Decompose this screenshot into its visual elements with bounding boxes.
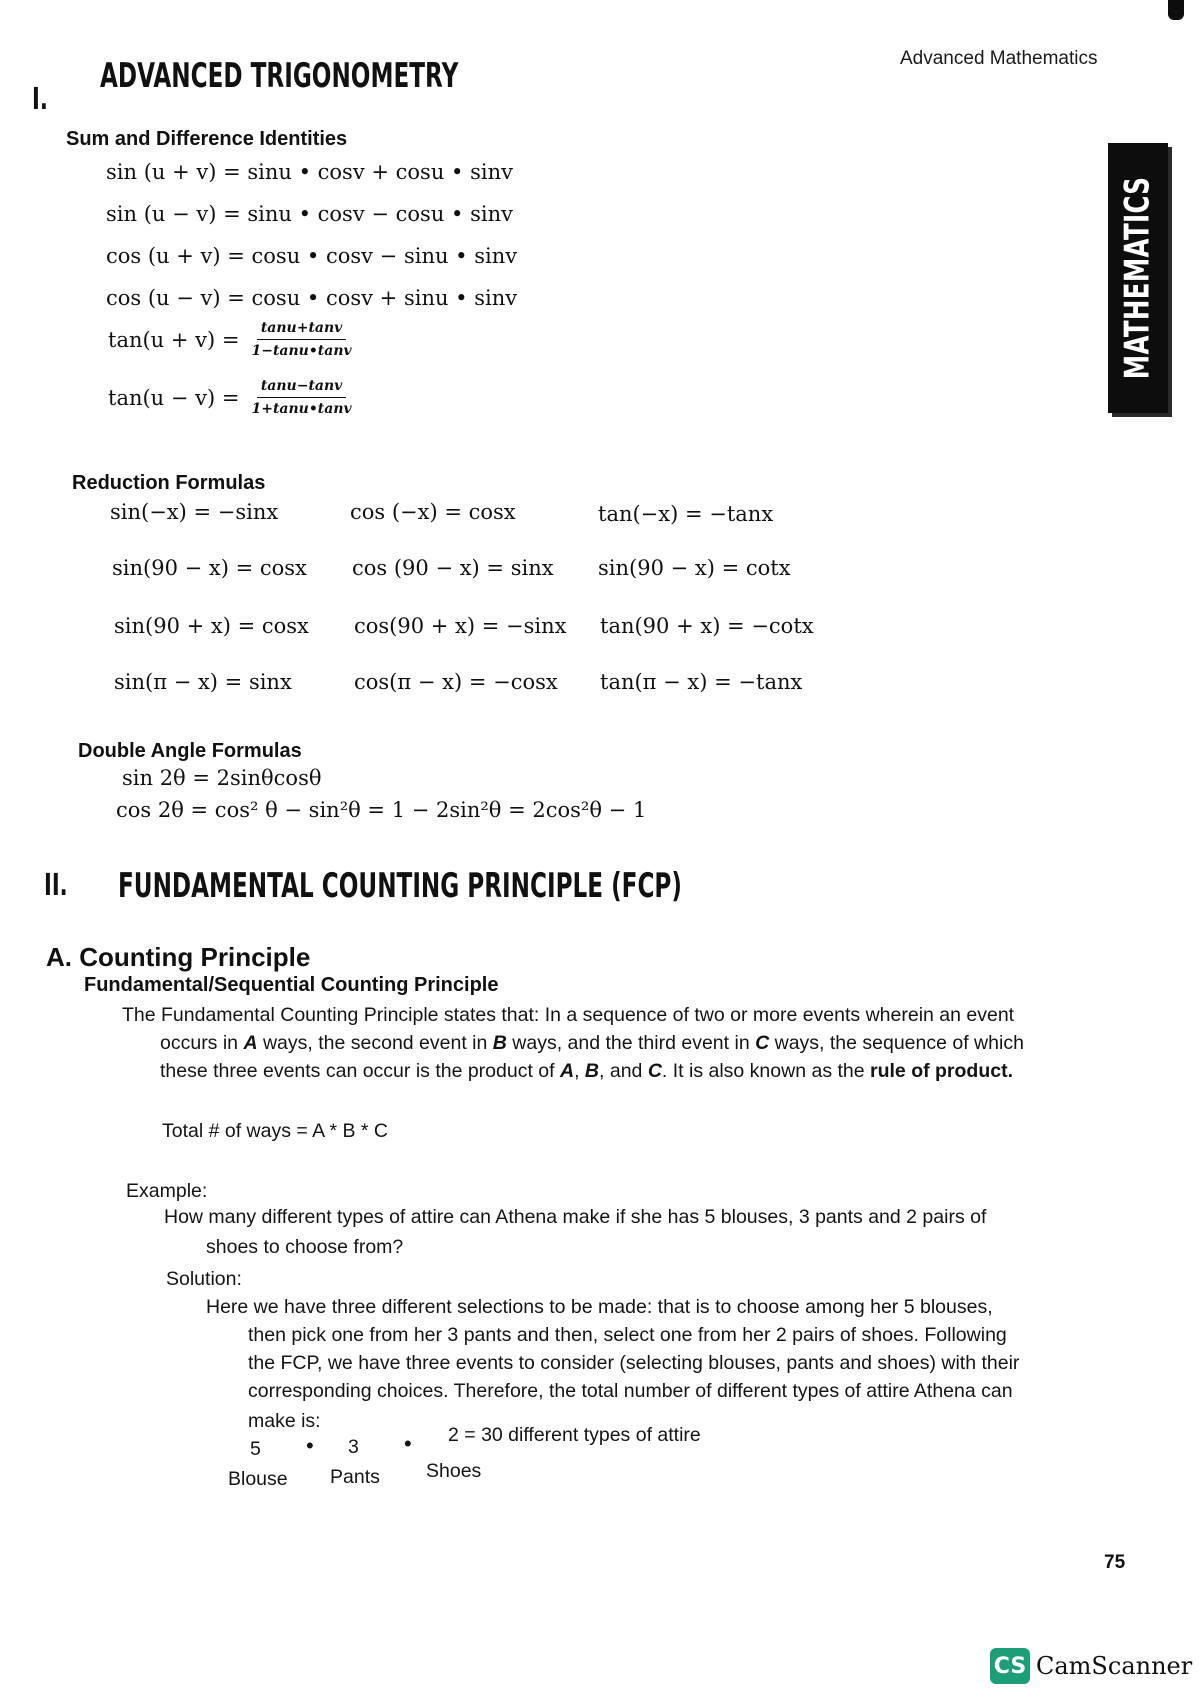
tan-sum-lhs: tan(u + v) =: [108, 327, 240, 352]
solution-line: the FCP, we have three events to consider (selecting blouses, pants and shoes) with their: [248, 1352, 1020, 1374]
section-title: FUNDAMENTAL COUNTING PRINCIPLE (FCP): [118, 866, 682, 906]
solution-line: make is:: [248, 1410, 321, 1432]
double-angle-formula: cos 2θ = cos² θ − sin²θ = 1 − 2sin²θ = 2cos²θ − 1: [116, 798, 647, 822]
identity-row: cos (u + v) = cosu • cosv − sinu • sinv: [106, 244, 518, 268]
tan-diff-fraction: [247, 378, 355, 417]
text-fragment: , and: [599, 1060, 648, 1082]
tan-sum-fraction: [247, 320, 355, 359]
identity-row: sin (u + v) = sinu • cosv + cosu • sinv: [106, 160, 513, 184]
variable-b: B: [492, 1032, 507, 1054]
reduction-formula: sin(90 − x) = cotx: [598, 556, 791, 580]
variable-a: A: [559, 1060, 575, 1082]
side-tab: [1108, 143, 1168, 413]
calc-label-shoes: Shoes: [426, 1460, 482, 1482]
fcp-paragraph-line: [160, 1058, 1013, 1085]
reduction-formula: tan(π − x) = −tanx: [600, 670, 803, 694]
reduction-formula: sin(90 + x) = cosx: [114, 614, 309, 638]
reduction-formula: cos (90 − x) = sinx: [352, 556, 554, 580]
reduction-formula: sin(−x) = −sinx: [110, 500, 279, 524]
text-fragment: . It is also known as the: [661, 1060, 871, 1082]
reduction-formula: tan(−x) = −tanx: [598, 502, 774, 526]
text-fragment: ways, the sequence of which: [769, 1032, 1024, 1054]
fraction-numerator: tanu+tanv: [257, 320, 346, 340]
text-fragment: ways, and the third event in: [506, 1032, 756, 1054]
section-title: ADVANCED TRIGONOMETRY: [100, 56, 459, 96]
variable-c: C: [755, 1032, 770, 1054]
fraction-numerator: tanu−tanv: [257, 378, 346, 398]
section-number: II.: [44, 868, 68, 903]
section-number: I.: [32, 82, 48, 117]
solution-line: then pick one from her 3 pants and then, select one from her 2 pairs of shoes. Following: [248, 1324, 1007, 1346]
reduction-formula: tan(90 + x) = −cotx: [600, 614, 814, 638]
fcp-paragraph-line: The Fundamental Counting Principle states that: In a sequence of two or more events wherein an event: [122, 1004, 1015, 1026]
tan-diff-identity: [108, 378, 356, 417]
double-angle-formula: sin 2θ = 2sinθcosθ: [122, 766, 322, 790]
fraction-denominator: 1+tanu•tanv: [251, 401, 352, 417]
reduction-heading: Reduction Formulas: [72, 472, 266, 494]
identity-row: sin (u − v) = sinu • cosv − cosu • sinv: [106, 202, 513, 226]
tan-diff-lhs: tan(u − v) =: [108, 385, 240, 410]
multiply-dot: •: [404, 1431, 412, 1456]
text-fragment: ways, the second event in: [257, 1032, 493, 1054]
solution-line: Here we have three different selections to be made: that is to choose among her 5 blouses,: [206, 1296, 993, 1318]
sum-diff-heading: Sum and Difference Identities: [66, 128, 348, 150]
calc-result: 2 = 30 different types of attire: [448, 1424, 701, 1446]
corner-tab-mark: [1168, 0, 1184, 20]
reduction-formula: cos(90 + x) = −sinx: [354, 614, 567, 638]
multiply-dot: •: [306, 1433, 314, 1458]
reduction-formula: sin(90 − x) = cosx: [112, 556, 307, 580]
example-label: Example:: [126, 1180, 208, 1202]
running-header: Advanced Mathematics: [900, 48, 1098, 69]
side-tab-label: MATHEMATICS: [1118, 176, 1158, 380]
camscanner-logo: CS: [990, 1648, 1030, 1684]
double-angle-heading: Double Angle Formulas: [78, 740, 302, 762]
fcp-heading: Fundamental/Sequential Counting Principle: [84, 974, 499, 996]
text-fragment: occurs in: [160, 1032, 244, 1054]
rule-of-product: rule of product.: [870, 1060, 1014, 1082]
fcp-paragraph-line: [160, 1030, 1024, 1057]
calc-label-pants: Pants: [330, 1466, 380, 1488]
solution-label: Solution:: [166, 1268, 242, 1290]
calc-label-blouse: Blouse: [228, 1468, 288, 1490]
example-question-line: How many different types of attire can Athena make if she has 5 blouses, 3 pants and 2 pairs of: [164, 1206, 987, 1228]
text-fragment: these three events can occur is the product of: [160, 1060, 560, 1082]
fcp-formula: Total # of ways = A * B * C: [162, 1120, 388, 1142]
solution-line: corresponding choices. Therefore, the total number of different types of attire Athena can: [248, 1380, 1013, 1402]
calc-pants-count: 3: [348, 1436, 359, 1458]
variable-b: B: [584, 1060, 600, 1082]
camscanner-name: CamScanner: [1036, 1652, 1193, 1680]
identity-row: cos (u − v) = cosu • cosv + sinu • sinv: [106, 286, 518, 310]
variable-c: C: [647, 1060, 662, 1082]
page-number: 75: [1104, 1552, 1126, 1573]
subsection-title: A. Counting Principle: [46, 942, 311, 972]
reduction-formula: sin(π − x) = sinx: [114, 670, 292, 694]
variable-a: A: [243, 1032, 258, 1054]
fraction-denominator: 1−tanu•tanv: [251, 343, 352, 359]
calc-blouse-count: 5: [250, 1438, 261, 1460]
reduction-formula: cos (−x) = cosx: [350, 500, 516, 524]
text-fragment: ,: [574, 1060, 585, 1082]
reduction-formula: cos(π − x) = −cosx: [354, 670, 558, 694]
example-question-line: shoes to choose from?: [206, 1236, 404, 1258]
tan-sum-identity: [108, 320, 356, 359]
